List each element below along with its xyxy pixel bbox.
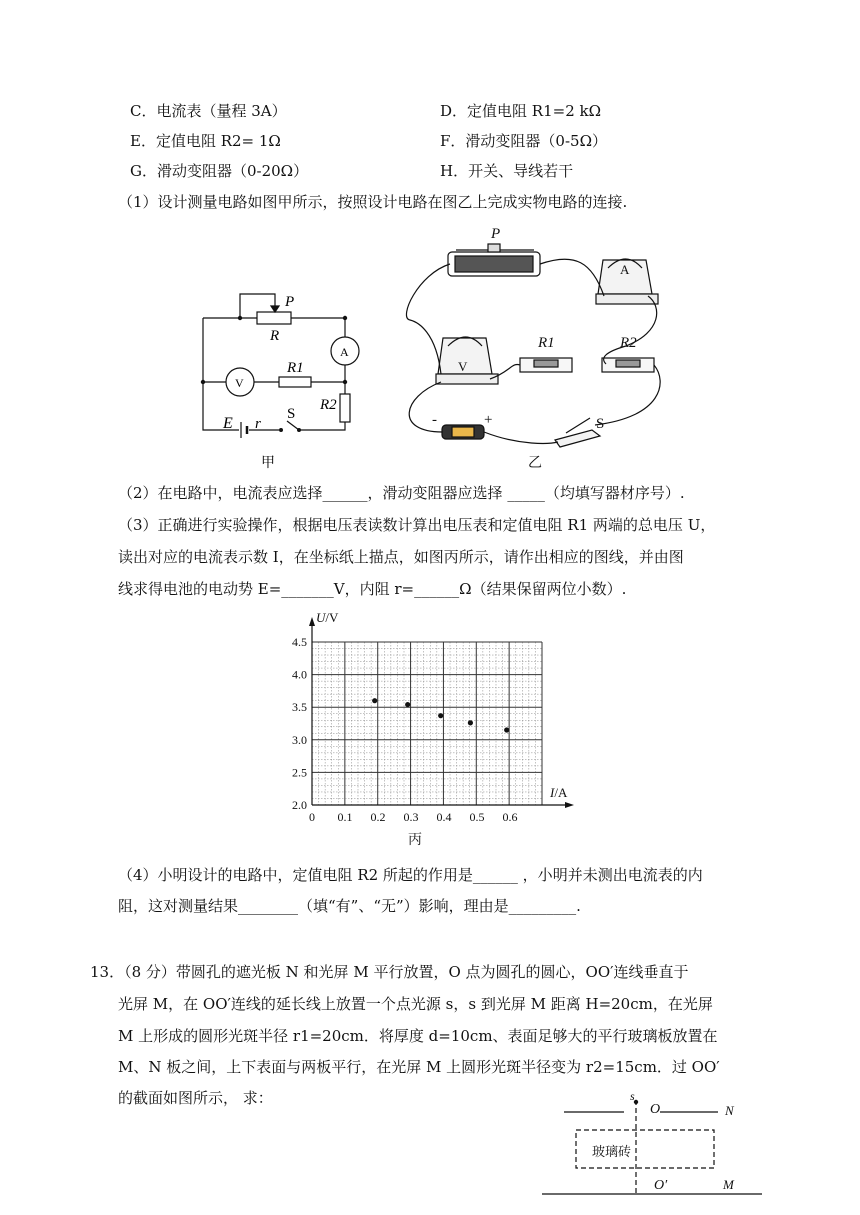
x-tick-label: 0.1: [337, 810, 353, 824]
x-axis-label: I/A: [550, 785, 568, 800]
r1-label-yi: R1: [538, 335, 555, 351]
question-13-line-1: 13．（8 分）带圆孔的遮光板 N 和光屏 M 平行放置，O 点为圆孔的圆心，OO′连线垂直于: [90, 963, 689, 981]
question-13-line-3: M 上形成的圆形光斑半径 r1=20cm．将厚度 d=10cm、表面足够大的平行玻璃板放置在: [118, 1027, 718, 1045]
question-1: （1）设计测量电路如图甲所示，按照设计电路在图乙上完成实物电路的连接.: [118, 193, 628, 211]
x-tick-label: 0.5: [469, 810, 485, 824]
data-point: [504, 727, 509, 732]
rheostat-label: R: [270, 328, 280, 344]
point-o-prime-label: O′: [654, 1178, 668, 1193]
question-13-line-2: 光屏 M，在 OO′连线的延长线上放置一个点光源 s，s 到光屏 M 距离 H=20cm，在光屏: [118, 995, 713, 1013]
physical-circuit-yi: [400, 222, 670, 474]
figure-caption-jia: 甲: [261, 456, 275, 470]
y-tick-label: 2.5: [292, 765, 307, 780]
question-2: （2）在电路中，电流表应选择______，滑动变阻器应选择 _____（均填写器材序号）.: [118, 484, 685, 502]
y-tick-label: 4.5: [292, 635, 307, 649]
option-e: E．定值电阻 R2= 1Ω: [130, 132, 281, 150]
r1-label: R1: [287, 360, 304, 376]
question-3-line-2: 读出对应的电流表示数 I，在坐标纸上描点，如图丙所示，请作出相应的图线，并由图: [118, 548, 684, 566]
voltmeter-label-yi: V: [458, 359, 468, 374]
rheostat-slider-label: P: [285, 294, 295, 310]
y-tick-label: 4.0: [292, 667, 307, 682]
y-axis-label: U/V: [316, 610, 339, 625]
emf-label: E: [223, 415, 233, 432]
question-13-line-4: M、N 板之间，上下表面与两板平行，在光屏 M 上圆形光斑半径变为 r2=15cm．过 OO′: [118, 1058, 720, 1076]
x-tick-label: 0.4: [436, 810, 452, 824]
rheostat-slider-label-yi: P: [491, 226, 501, 242]
switch-label: S: [287, 406, 296, 422]
option-d: D．定值电阻 R1=2 kΩ: [440, 102, 602, 120]
y-axis-arrow: [309, 617, 315, 626]
chart-bing: [280, 608, 580, 853]
y-tick-label: 3.0: [292, 732, 307, 747]
y-tick-label: 3.5: [292, 700, 307, 715]
y-tick-label: 2.0: [292, 798, 307, 812]
figure-caption-yi: 乙: [528, 456, 542, 471]
question-13-line-5: 的截面如图所示， 求：: [118, 1089, 273, 1107]
optics-diagram: [540, 1090, 765, 1200]
option-c: C．电流表（量程 3A）: [130, 102, 287, 120]
data-point: [372, 698, 377, 703]
internal-resistance-label: r: [255, 416, 261, 432]
point-o-label: O: [650, 1102, 661, 1117]
switch-label-yi: S: [596, 416, 605, 432]
x-tick-label: 0.3: [403, 810, 419, 824]
question-4-line-2: 阻，这对测量结果________（填“有”、“无”）影响，理由是_________.: [118, 897, 581, 915]
data-point: [438, 713, 443, 718]
option-f: F．滑动变阻器（0-5Ω）: [440, 132, 608, 150]
question-3-line-3: 线求得电池的电动势 E=_______V，内阻 r=______Ω（结果保留两位小数）.: [118, 580, 627, 598]
light-source-label: s: [630, 1090, 635, 1103]
option-g: G．滑动变阻器（0-20Ω）: [130, 162, 309, 180]
x-tick-label: 0: [309, 810, 315, 824]
x-axis-arrow: [565, 802, 574, 808]
r2-label-yi: R2: [620, 335, 637, 351]
circuit-diagram-jia: [195, 285, 365, 470]
data-point: [468, 720, 473, 725]
question-3-line-1: （3）正确进行实验操作，根据电压表读数计算出电压表和定值电阻 R1 两端的总电压 U，: [118, 516, 716, 534]
battery-plus-label: +: [484, 412, 493, 428]
question-4-line-1: （4）小明设计的电路中，定值电阻 R2 所起的作用是______ ，小明并未测出电流表的内: [118, 866, 703, 884]
data-point: [405, 702, 410, 707]
x-tick-label: 0.6: [502, 810, 518, 824]
screen-m-label: M: [723, 1177, 734, 1192]
glass-brick-label: 玻璃砖: [592, 1144, 632, 1159]
r2-label: R2: [320, 397, 337, 413]
voltmeter-label: V: [235, 376, 244, 390]
x-tick-label: 0.2: [370, 810, 386, 824]
figure-caption-bing: 丙: [408, 833, 422, 848]
battery-minus-label: -: [432, 412, 437, 428]
ammeter-label: A: [340, 345, 349, 359]
ammeter-label-yi: A: [620, 262, 630, 277]
board-n-label: N: [725, 1103, 734, 1118]
option-h: H．开关、导线若干: [440, 162, 574, 180]
